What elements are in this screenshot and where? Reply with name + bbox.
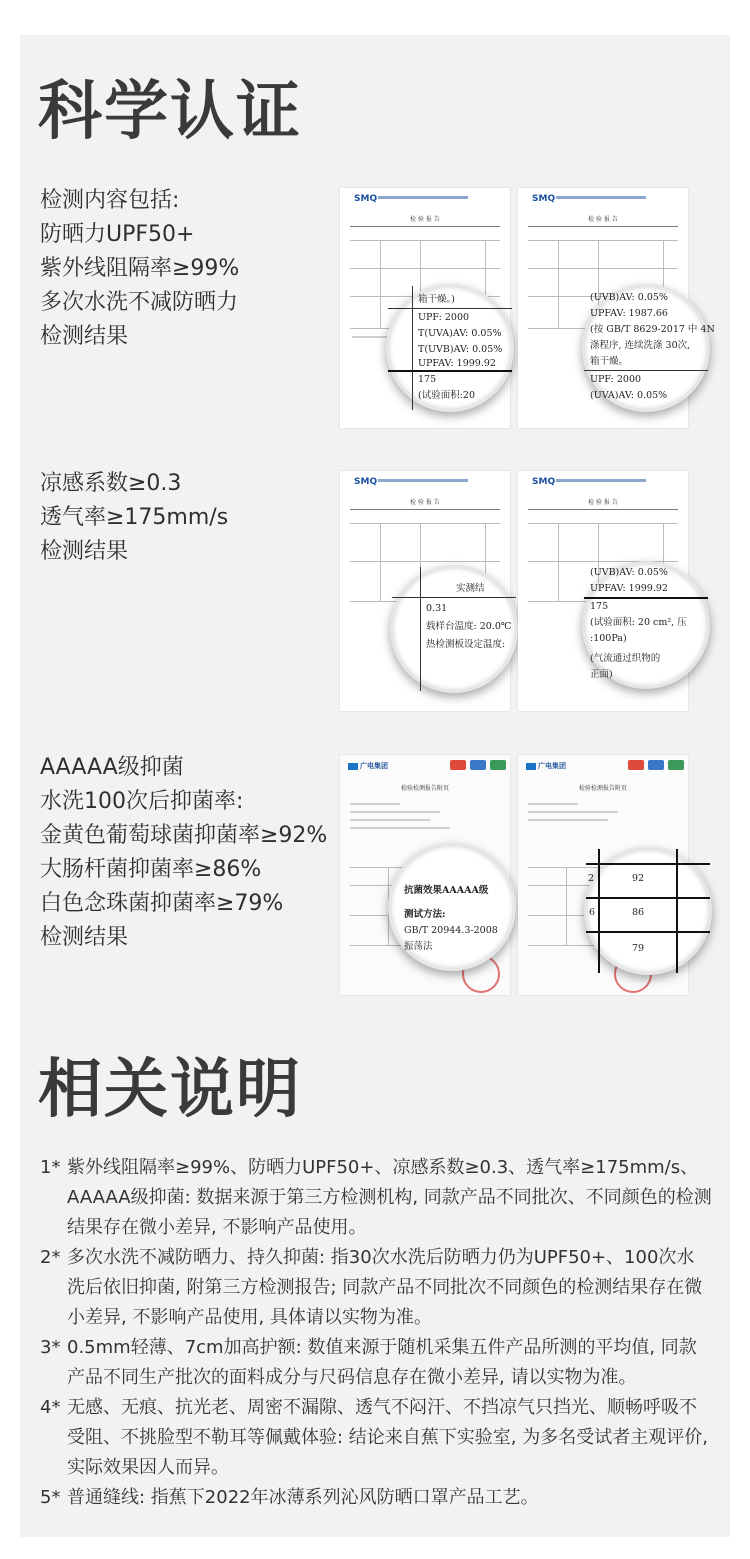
text-line: 检测结果 — [40, 539, 129, 564]
text-line: 防晒力UPF50+ — [40, 222, 195, 247]
magnified-detail: (UVB)AV: 0.05% UPFAV: 1987.66 (按 GB/T 8629-2017 中 4N 涤程序, 连续洗涤 30次, 箱干燥。 UPF: 2000 (UVA)AV: 0.05% — [582, 284, 710, 412]
test-report-image-antibacterial-2 — [518, 755, 688, 995]
note-number: 3* — [40, 1337, 61, 1358]
magnified-detail: (UVB)AV: 0.05% UPFAV: 1999.92 175 (试验面积: 20 cm², 压 :100Pa) (气流通过织物的 正面) — [582, 561, 710, 689]
note-item — [40, 1483, 712, 1513]
text-line: 检测结果 — [40, 324, 129, 349]
text-line: 水洗100次后抑菌率: — [40, 789, 244, 814]
section-heading-certification: 科学认证 — [38, 75, 302, 149]
smq-logo: SMQ — [354, 477, 378, 487]
text-line: 金黄色葡萄球菌抑菌率≥92% — [40, 823, 328, 848]
smq-logo: SMQ — [532, 477, 556, 487]
logo-subtitle — [378, 479, 468, 482]
magnified-detail: 箱干燥。) UPF: 2000 T(UVA)AV: 0.05% T(UVB)AV: 0.05% UPFAV: 1999.92 175 (试验面积:20 — [386, 284, 514, 412]
magnified-detail: 2 92 6 86 79 — [584, 847, 712, 975]
text-line: AAAAA级抑菌 — [40, 755, 184, 780]
note-number: 1* — [40, 1157, 61, 1178]
logo-subtitle — [556, 479, 646, 482]
magnified-detail: 实测结 0.31 载样台温度: 20.0℃ 热检测板设定温度: — [390, 565, 518, 693]
text-line: 凉感系数≥0.3 — [40, 471, 182, 496]
note-text: 紫外线阻隔率≥99%、防晒力UPF50+、凉感系数≥0.3、透气率≥175mm/s、AAAAA级抑菌: 数据来源于第三方检测机构, 同款产品不同批次、不同颜色的检测结果存在微小差异, 不影响产品使用。 — [67, 1157, 712, 1238]
report-title: 检验检测报告附页 — [400, 785, 449, 792]
certification-group-uv — [40, 184, 239, 354]
test-report-image-upf-1 — [340, 188, 510, 428]
note-item — [40, 1153, 712, 1243]
test-report-image-antibacterial-1 — [340, 755, 510, 995]
logo-subtitle — [378, 196, 468, 199]
logo-subtitle — [556, 196, 646, 199]
gz-logo: 广电集团 — [526, 761, 566, 771]
note-item — [40, 1333, 712, 1393]
note-text: 普通缝线: 指蕉下2022年冰薄系列沁风防晒口罩产品工艺。 — [67, 1487, 539, 1508]
text-line: 大肠杆菌抑菌率≥86% — [40, 857, 262, 882]
text-line: 检测内容包括: — [40, 188, 180, 213]
smq-logo: SMQ — [354, 194, 378, 204]
certification-group-antibacterial — [40, 751, 327, 955]
text-line: 白色念珠菌抑菌率≥79% — [40, 891, 284, 916]
report-title: 检 验 报 告 — [410, 499, 440, 506]
note-number: 2* — [40, 1247, 61, 1268]
test-report-image-breathability — [518, 471, 688, 711]
text-line: 透气率≥175mm/s — [40, 505, 229, 530]
smq-logo: SMQ — [532, 194, 556, 204]
note-text: 无感、无痕、抗光老、周密不漏隙、透气不闷汗、不挡凉气只挡光、顺畅呼吸不受阻、不挑脸型不勒耳等佩戴体验: 结论来自蕉下实验室, 为多名受试者主观评价, 实际效果因人而异。 — [67, 1397, 708, 1478]
report-title: 检 验 报 告 — [410, 216, 440, 223]
magnified-detail: 抗菌效果AAAAA级 测试方法: GB/T 20944.3-2008 振荡法 — [388, 843, 516, 971]
text-line: 紫外线阻隔率≥99% — [40, 256, 240, 281]
gz-logo: 广电集团 — [348, 761, 388, 771]
note-item — [40, 1243, 712, 1333]
report-title: 检 验 报 告 — [588, 499, 618, 506]
certification-group-cooling — [40, 467, 228, 569]
test-report-image-upf-2 — [518, 188, 715, 428]
note-number: 4* — [40, 1397, 61, 1418]
report-title: 检 验 报 告 — [588, 216, 618, 223]
section-heading-notes: 相关说明 — [38, 1053, 302, 1127]
note-text: 多次水洗不减防晒力、持久抑菌: 指30次水洗后防晒力仍为UPF50+、100次水洗后依旧抑菌, 附第三方检测报告; 同款产品不同批次不同颜色的检测结果存在微小差异, 不影响产品使用, 具体请以实物为准。 — [67, 1247, 703, 1328]
note-text: 0.5mm轻薄、7cm加高护额: 数值来源于随机采集五件产品所测的平均值, 同款产品不同生产批次的面料成分与尺码信息存在微小差异, 请以实物为准。 — [67, 1337, 697, 1388]
note-number: 5* — [40, 1487, 61, 1508]
note-item — [40, 1393, 712, 1483]
text-line: 多次水洗不减防晒力 — [40, 290, 239, 315]
notes-list — [40, 1153, 712, 1513]
report-title: 检验检测报告附页 — [578, 785, 627, 792]
test-report-image-cooling — [340, 471, 510, 711]
text-line: 检测结果 — [40, 925, 129, 950]
